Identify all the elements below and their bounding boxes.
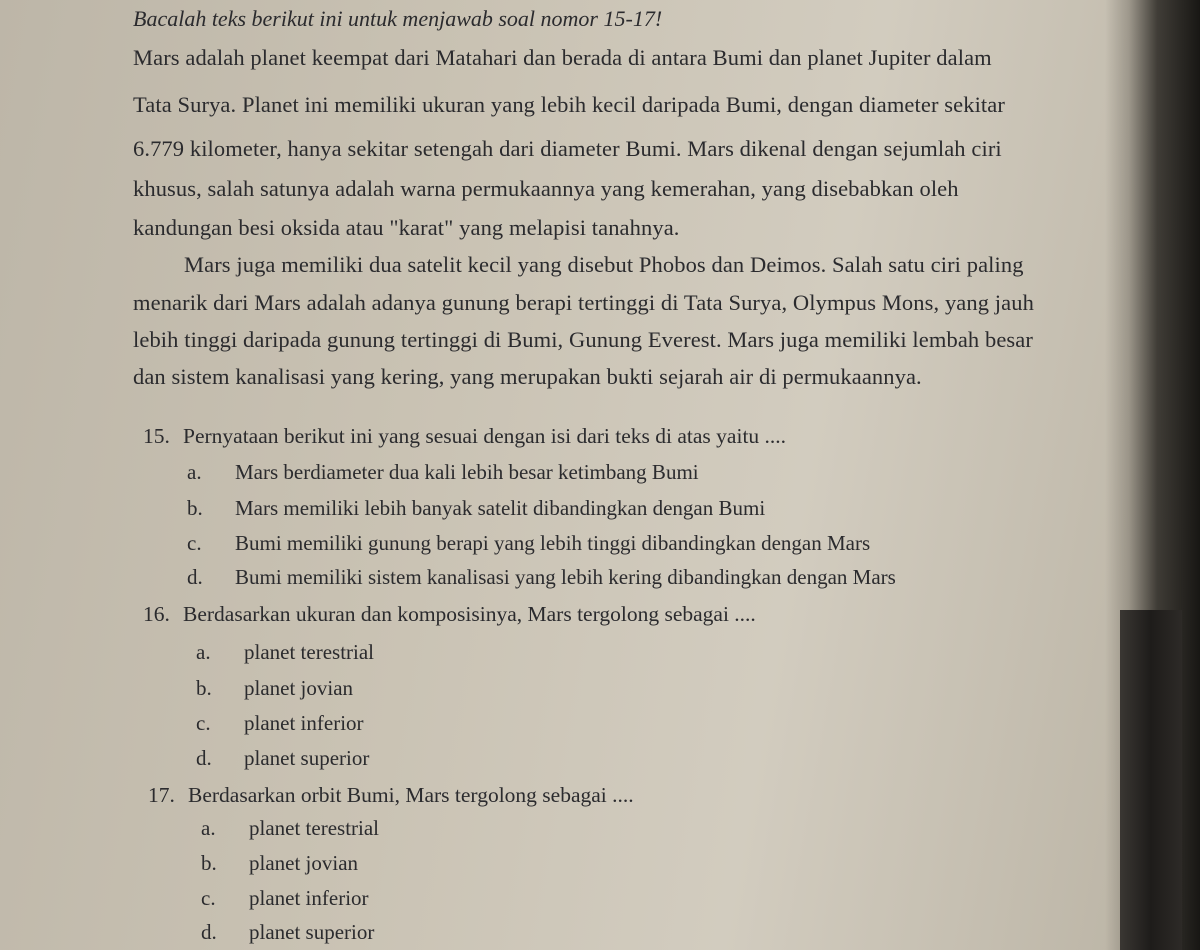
option-text: planet superior [249,920,375,944]
option-text: planet jovian [249,851,359,875]
passage-line: kandungan besi oksida atau "karat" yang melapisi tanahnya. [133,215,680,240]
answer-option[interactable] [196,746,369,771]
option-text: Mars memiliki lebih banyak satelit dibandingkan dengan Bumi [235,496,766,520]
option-letter: a. [201,816,216,840]
option-letter: b. [201,851,217,875]
option-letter: d. [196,746,212,770]
answer-option[interactable] [196,676,353,701]
option-text: Bumi memiliki gunung berapi yang lebih tinggi dibandingkan dengan Mars [235,531,871,555]
option-letter: a. [187,460,202,484]
answer-option[interactable] [201,851,358,876]
question-number: 16. [143,602,170,626]
option-text: planet inferior [244,711,364,735]
instruction-heading: Bacalah teks berikut ini untuk menjawab soal nomor 15-17! [133,6,663,31]
passage-line: 6.779 kilometer, hanya sekitar setengah dari diameter Bumi. Mars dikenal dengan sejumlah ciri [133,136,1002,161]
book-spine [1120,610,1182,950]
answer-option[interactable] [201,886,369,911]
question-text: Berdasarkan ukuran dan komposisinya, Mars tergolong sebagai .... [183,602,756,626]
option-letter: c. [196,711,211,735]
option-text: Bumi memiliki sistem kanalisasi yang lebih kering dibandingkan dengan Mars [235,565,896,589]
answer-option[interactable] [187,531,870,556]
passage-line: khusus, salah satunya adalah warna permukaannya yang kemerahan, yang disebabkan oleh [133,176,959,201]
option-text: planet terestrial [244,640,375,664]
option-letter: d. [201,920,217,944]
passage-line: dan sistem kanalisasi yang kering, yang merupakan bukti sejarah air di permukaannya. [133,364,922,389]
option-text: planet jovian [244,676,354,700]
option-letter: b. [196,676,212,700]
answer-option[interactable] [201,816,379,841]
option-letter: c. [187,531,202,555]
question-text: Pernyataan berikut ini yang sesuai dengan isi dari teks di atas yaitu .... [183,424,787,448]
option-text: Mars berdiameter dua kali lebih besar ketimbang Bumi [235,460,699,484]
option-letter: a. [196,640,211,664]
passage-line: Mars adalah planet keempat dari Matahari dan berada di antara Bumi dan planet Jupiter dalam [133,45,992,70]
option-text: planet terestrial [249,816,380,840]
answer-option[interactable] [187,565,896,590]
option-letter: b. [187,496,203,520]
answer-option[interactable] [196,711,364,736]
question-text: Berdasarkan orbit Bumi, Mars tergolong sebagai .... [188,783,634,807]
question-number: 17. [148,783,175,807]
question-15 [143,424,786,449]
answer-option[interactable] [196,640,374,665]
question-number: 15. [143,424,170,448]
question-17 [148,783,634,808]
answer-option[interactable] [201,920,374,945]
passage-line: menarik dari Mars adalah adanya gunung berapi tertinggi di Tata Surya, Olympus Mons, yang jauh [133,290,1034,315]
passage-line: Mars juga memiliki dua satelit kecil yang disebut Phobos dan Deimos. Salah satu ciri paling [184,252,1024,277]
question-16 [143,602,756,627]
answer-option[interactable] [187,496,765,521]
passage-line: lebih tinggi daripada gunung tertinggi di Bumi, Gunung Everest. Mars juga memiliki lembah besar [133,327,1033,352]
answer-option[interactable] [187,460,699,485]
option-letter: c. [201,886,216,910]
option-letter: d. [187,565,203,589]
option-text: planet superior [244,746,370,770]
passage-line: Tata Surya. Planet ini memiliki ukuran yang lebih kecil daripada Bumi, dengan diameter sekitar [133,92,1005,117]
option-text: planet inferior [249,886,369,910]
